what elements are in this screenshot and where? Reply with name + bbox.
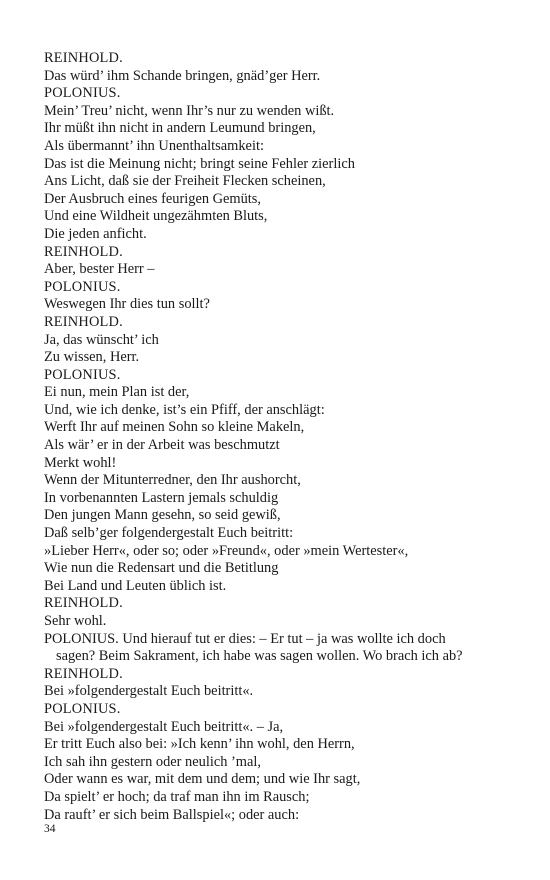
verse-line: Merkt wohl!	[44, 454, 117, 471]
verse-line: Bei Land und Leuten üblich ist.	[44, 577, 227, 594]
verse-line: Oder wann es war, mit dem und dem; und wie Ihr sagt,	[44, 771, 361, 788]
verse-line: Wenn der Mitunterredner, den Ihr aushorcht,	[44, 472, 301, 489]
verse-line: Werft Ihr auf meinen Sohn so kleine Makeln,	[44, 419, 305, 436]
verse-line: Er tritt Euch also bei: »Ich kenn’ ihn wohl, den Herrn,	[44, 736, 355, 753]
speaker-name: POLONIUS.	[44, 700, 121, 717]
verse-line: Da spielt’ er hoch; da traf man ihn im Rausch;	[44, 788, 310, 805]
verse-line: Ans Licht, daß sie der Freiheit Flecken scheinen,	[44, 173, 326, 190]
speaker-name: REINHOLD.	[44, 665, 123, 682]
verse-line: Den jungen Mann gesehn, so seid gewiß,	[44, 507, 281, 524]
verse-line: Mein’ Treu’ nicht, wenn Ihr’s nur zu wenden wißt.	[44, 102, 335, 119]
verse-line: Ihr müßt ihn nicht in andern Leumund bringen,	[44, 120, 316, 137]
verse-line: Als übermannt’ ihn Unenthaltsamkeit:	[44, 137, 264, 154]
page-number: 34	[44, 823, 56, 835]
speaker-name: REINHOLD.	[44, 313, 123, 330]
verse-line: Wie nun die Redensart und die Betitlung	[44, 560, 279, 577]
speaker-name: REINHOLD.	[44, 595, 123, 612]
verse-line: Ei nun, mein Plan ist der,	[44, 384, 190, 401]
speaker-name: REINHOLD.	[44, 243, 123, 260]
speaker-name: POLONIUS.	[44, 278, 121, 295]
text-page	[44, 50, 484, 824]
verse-line: Als wär’ er in der Arbeit was beschmutzt	[44, 437, 280, 454]
verse-line: Aber, bester Herr –	[44, 261, 155, 278]
verse-line: Und eine Wildheit ungezähmten Bluts,	[44, 208, 268, 225]
verse-line: Ich sah ihn gestern oder neulich ’mal,	[44, 753, 261, 770]
verse-line: Sehr wohl.	[44, 613, 107, 629]
verse-line: Da rauft’ er sich beim Ballspiel«; oder auch:	[44, 806, 300, 823]
verse-line: »Lieber Herr«, oder so; oder »Freund«, oder »mein Wertester«,	[44, 542, 409, 559]
verse-line: Das ist die Meinung nicht; bringt seine Fehler zierlich	[44, 155, 355, 172]
speaker-name: POLONIUS.	[44, 85, 121, 102]
speaker-name: POLONIUS.	[44, 366, 121, 383]
verse-line: Das würd’ ihm Schande bringen, gnäd’ger Herr.	[44, 67, 321, 84]
verse-line: Bei »folgendergestalt Euch beitritt«. – Ja,	[44, 718, 284, 735]
verse-line: Weswegen Ihr dies tun sollt?	[44, 296, 210, 313]
verse-line: Zu wissen, Herr.	[44, 349, 140, 366]
verse-line: Die jeden anficht.	[44, 225, 147, 242]
prose-paragraph: POLONIUS. Und hierauf tut er dies: – Er tut – ja was wollte ich doch sagen? Beim Sakrament, ich habe was sagen wollen. Wo brach ich ab?	[44, 630, 463, 665]
verse-line: Bei »folgendergestalt Euch beitritt«.	[44, 683, 254, 700]
verse-line: In vorbenannten Lastern jemals schuldig	[44, 489, 279, 506]
verse-line: Und, wie ich denke, ist’s ein Pfiff, der anschlägt:	[44, 401, 325, 418]
speaker-name: REINHOLD.	[44, 50, 123, 66]
verse-line: Der Ausbruch eines feurigen Gemüts,	[44, 190, 261, 207]
verse-line: Daß selb’ger folgendergestalt Euch beitritt:	[44, 525, 294, 542]
verse-line: Ja, das wünscht’ ich	[44, 331, 159, 348]
